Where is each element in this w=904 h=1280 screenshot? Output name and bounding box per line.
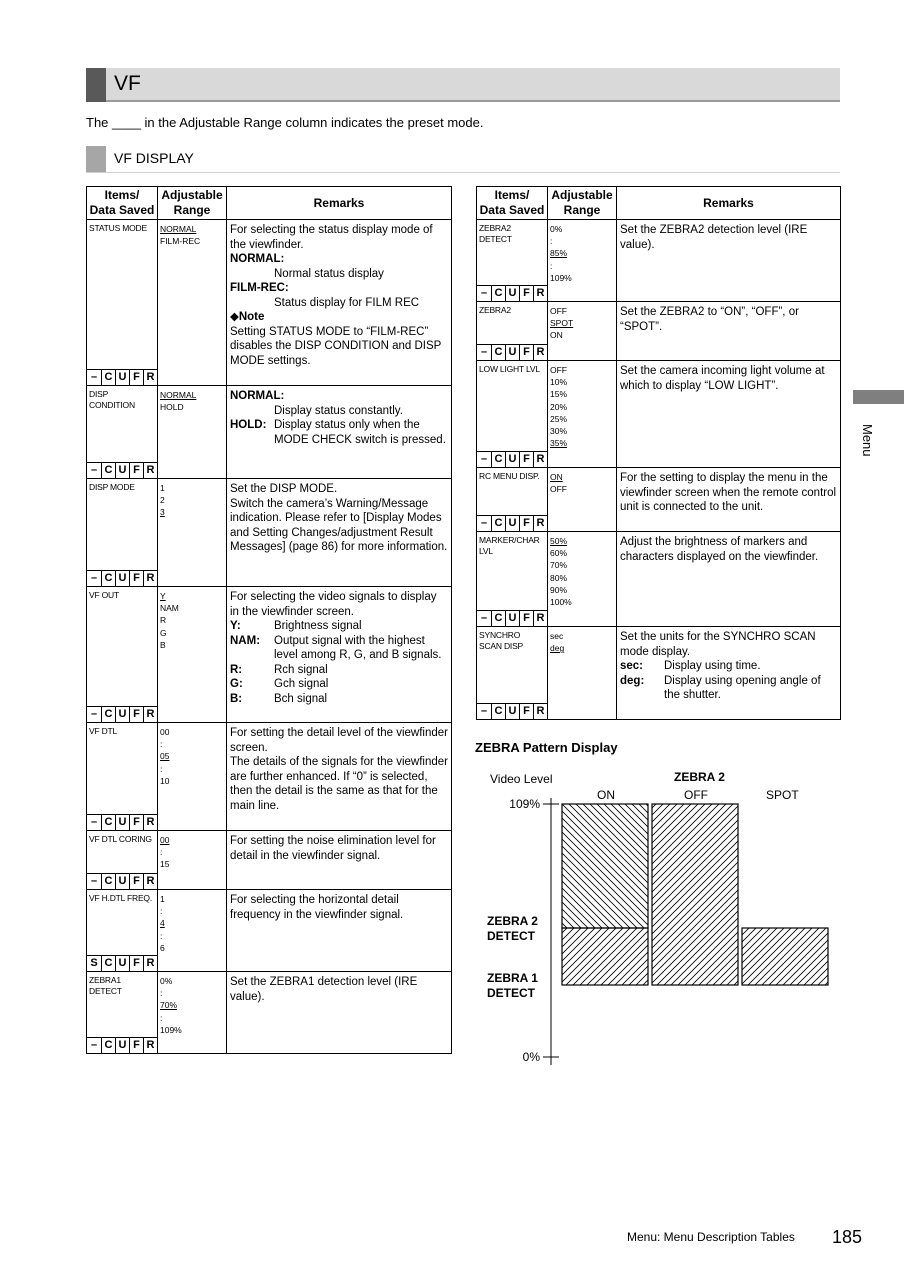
menu-row xyxy=(477,532,841,627)
definition-value: Bch signal xyxy=(274,692,328,705)
range-option: 1 xyxy=(160,483,165,493)
flag: U xyxy=(115,815,129,830)
remark-line: Switch the camera’s Warning/Message indication. Please refer to [Display Modes and Setting Changes/adjustment Result Messages] (page 86) for more information. xyxy=(230,497,448,553)
data-saved-flags xyxy=(477,344,548,360)
flag: – xyxy=(90,875,98,887)
range-option: NAM xyxy=(160,603,179,614)
data-saved-flags xyxy=(87,706,158,722)
remark-line: Set the units for the SYNCHRO SCAN mode display. xyxy=(620,631,816,658)
range-option: 00 xyxy=(160,727,170,737)
remark-line: Set the DISP MODE. xyxy=(230,483,338,495)
flag: R xyxy=(143,956,157,971)
zebra1-detect-label-2: DETECT xyxy=(487,986,535,1000)
data-saved-flags xyxy=(477,515,548,531)
definition-row xyxy=(230,418,448,447)
zebra2-label: ZEBRA 2 xyxy=(674,770,725,784)
item-cell xyxy=(87,890,158,972)
flag: F xyxy=(129,956,143,971)
range-cell xyxy=(548,220,617,302)
menu-table-right xyxy=(476,186,841,720)
item-name: STATUS MODE xyxy=(89,223,147,233)
subsection-title: VF DISPLAY xyxy=(114,150,194,166)
range-option: B xyxy=(160,639,166,650)
flag: F xyxy=(129,707,143,722)
menu-row xyxy=(87,972,452,1054)
range-cell xyxy=(158,220,227,386)
flag: C xyxy=(491,611,505,626)
definition-value: Rch signal xyxy=(274,663,328,676)
zebra-title: ZEBRA Pattern Display xyxy=(475,740,618,755)
range-option: 15 xyxy=(160,859,170,870)
range-option-default: 85% xyxy=(550,248,568,259)
item-cell xyxy=(477,361,548,468)
definition-row xyxy=(230,663,448,678)
range-option-default: NORMAL xyxy=(160,224,197,234)
flag: U xyxy=(115,956,129,971)
flag: U xyxy=(115,874,129,889)
definition-value: Display using opening angle of the shutter. xyxy=(664,674,821,701)
flag: – xyxy=(90,708,98,720)
header-range: Adjustable Range xyxy=(548,187,617,220)
flag: F xyxy=(519,704,533,719)
range-option: : xyxy=(160,739,163,750)
page-number: 185 xyxy=(832,1227,863,1247)
flag: R xyxy=(533,452,547,467)
range-cell xyxy=(158,587,227,723)
flag: C xyxy=(491,286,505,301)
definition-value: Output signal with the highest level among R, G, and B signals. xyxy=(274,634,442,661)
flag: R xyxy=(143,874,157,889)
menu-row xyxy=(87,587,452,723)
remark-line: Setting STATUS MODE to “FILM-REC” disables the DISP CONDITION and DISP MODE settings. xyxy=(230,325,442,367)
header-remarks: Remarks xyxy=(617,187,841,220)
range-option-default: deg xyxy=(550,643,565,654)
menu-row xyxy=(477,361,841,468)
range-option: 10% xyxy=(550,377,568,388)
range-option: : xyxy=(160,847,163,858)
range-cell xyxy=(548,468,617,532)
menu-row xyxy=(477,627,841,720)
flag: C xyxy=(101,1038,115,1053)
range-option: R xyxy=(160,615,167,626)
remarks-cell xyxy=(227,890,452,972)
remark-line: Set the ZEBRA2 detection level (IRE value). xyxy=(620,224,808,251)
spot-zebra-region xyxy=(742,928,828,985)
range-option: : xyxy=(160,763,163,774)
flag: C xyxy=(101,463,115,478)
remark-line: Set the ZEBRA1 detection level (IRE value). xyxy=(230,976,418,1003)
range-option: OFF xyxy=(550,484,567,495)
flag: F xyxy=(519,611,533,626)
on-zebra1-region xyxy=(562,928,648,985)
flag: F xyxy=(129,463,143,478)
data-saved-flags xyxy=(87,369,158,385)
definition-key: deg: xyxy=(620,674,645,687)
range-option-default: 05 xyxy=(160,751,170,762)
mode-on-label: ON xyxy=(597,788,615,802)
flag: F xyxy=(519,286,533,301)
range-option: 20% xyxy=(550,401,568,412)
range-option: HOLD xyxy=(160,402,184,413)
item-name: VF DTL xyxy=(89,726,118,736)
flag: C xyxy=(101,874,115,889)
flag: U xyxy=(505,516,519,531)
remark-line: For the setting to display the menu in the viewfinder screen when the remote control unit is connected to the unit. xyxy=(620,472,837,513)
section-marker xyxy=(86,68,106,102)
range-option: 0% xyxy=(160,976,173,986)
header-range: Adjustable Range xyxy=(158,187,227,220)
range-option: 80% xyxy=(550,572,568,583)
range-option: 100% xyxy=(550,597,572,608)
flag: R xyxy=(533,704,547,719)
item-name: MARKER/CHAR LVL xyxy=(479,535,540,556)
definition-key: HOLD: xyxy=(230,419,267,431)
item-name: VF DTL CORING xyxy=(89,834,152,844)
flag: F xyxy=(519,516,533,531)
range-option: ON xyxy=(550,330,563,341)
flag: R xyxy=(143,370,157,385)
flag: U xyxy=(505,286,519,301)
range-option-default: 70% xyxy=(160,1000,178,1011)
range-option: 2 xyxy=(160,495,165,506)
zebra2-detect-label-1: ZEBRA 2 xyxy=(487,914,538,928)
flag: – xyxy=(480,453,488,465)
range-cell xyxy=(158,479,227,587)
remark-line: ◆Note xyxy=(230,311,265,323)
subsection-header xyxy=(86,146,840,173)
subsection-marker xyxy=(86,146,106,172)
range-cell xyxy=(158,723,227,831)
item-name: DISP CONDITION xyxy=(89,389,135,410)
menu-row xyxy=(477,468,841,532)
range-option: : xyxy=(160,906,163,917)
flag: – xyxy=(90,572,98,584)
item-cell xyxy=(87,972,158,1054)
side-section-label: Menu xyxy=(860,424,875,457)
flag: – xyxy=(90,816,98,828)
flag: R xyxy=(143,707,157,722)
flag: U xyxy=(505,452,519,467)
remark-line: For setting the noise elimination level for detail in the viewfinder signal. xyxy=(230,835,436,862)
flag: – xyxy=(480,346,488,358)
range-option: 15% xyxy=(550,389,568,400)
flag: U xyxy=(505,704,519,719)
range-option: OFF xyxy=(550,365,567,375)
flag: – xyxy=(90,464,98,476)
range-option: G xyxy=(160,627,167,638)
tick-0-label: 0% xyxy=(522,1050,540,1064)
header-items: Items/ Data Saved xyxy=(87,187,158,220)
range-option: 60% xyxy=(550,548,568,559)
range-option-default: 50% xyxy=(550,536,568,546)
flag: U xyxy=(115,463,129,478)
range-option: 1 xyxy=(160,894,165,904)
definition-value: Gch signal xyxy=(274,678,329,690)
item-name: LOW LIGHT LVL xyxy=(479,364,540,374)
range-option: 70% xyxy=(550,560,568,571)
header-items: Items/ Data Saved xyxy=(477,187,548,220)
flag: U xyxy=(115,1038,129,1053)
flag: R xyxy=(533,516,547,531)
definition-value: Display using time. xyxy=(664,660,761,672)
flag: F xyxy=(129,370,143,385)
definition-row xyxy=(230,619,448,634)
intro-text: The ____ in the Adjustable Range column indicates the preset mode. xyxy=(86,115,484,130)
flag: C xyxy=(491,345,505,360)
flag: R xyxy=(533,286,547,301)
flag: U xyxy=(505,611,519,626)
flag: C xyxy=(101,571,115,586)
item-name: ZEBRA2 xyxy=(479,305,511,315)
side-tab-marker xyxy=(853,390,904,404)
flag: C xyxy=(101,370,115,385)
remark-line: Normal status display xyxy=(274,267,384,280)
mode-off-label: OFF xyxy=(684,788,708,802)
remark-line: Set the ZEBRA2 to “ON”, “OFF”, or “SPOT”. xyxy=(620,306,799,333)
flag: F xyxy=(129,874,143,889)
remarks-cell xyxy=(617,220,841,302)
item-name: VF H.DTL FREQ. xyxy=(89,893,153,903)
range-option-default: ON xyxy=(550,472,563,482)
flag: F xyxy=(519,452,533,467)
range-option-default: NORMAL xyxy=(160,390,197,400)
flag: U xyxy=(505,345,519,360)
item-name: ZEBRA2 DETECT xyxy=(479,223,512,244)
remarks-cell xyxy=(617,361,841,468)
item-cell xyxy=(87,479,158,587)
range-option-default: 3 xyxy=(160,507,165,518)
flag: C xyxy=(491,516,505,531)
flag: F xyxy=(129,571,143,586)
definition-value: Display status only when the MODE CHECK switch is pressed. xyxy=(274,419,446,446)
menu-row xyxy=(87,890,452,972)
definition-row xyxy=(230,677,448,692)
range-option: 10 xyxy=(160,775,170,786)
menu-row xyxy=(87,479,452,587)
menu-row xyxy=(87,723,452,831)
definition-key: Y: xyxy=(230,620,241,632)
item-cell xyxy=(87,587,158,723)
definition-row xyxy=(230,634,448,663)
range-option: FILM-REC xyxy=(160,236,201,247)
range-option-default: SPOT xyxy=(550,318,574,329)
remark-line: For selecting the horizontal detail frequency in the viewfinder signal. xyxy=(230,894,404,921)
item-cell xyxy=(477,468,548,532)
header-remarks: Remarks xyxy=(227,187,452,220)
item-cell xyxy=(477,302,548,361)
range-cell xyxy=(158,386,227,479)
section-title: VF xyxy=(114,72,141,95)
flag: F xyxy=(519,345,533,360)
remarks-cell xyxy=(227,723,452,831)
range-option: 109% xyxy=(160,1024,182,1035)
definition-row xyxy=(230,692,448,707)
definition-key: sec: xyxy=(620,660,644,672)
flag: R xyxy=(143,463,157,478)
flag: R xyxy=(143,815,157,830)
remark-line: NORMAL: xyxy=(230,253,285,265)
remarks-cell xyxy=(227,479,452,587)
remark-line: For setting the detail level of the viewfinder screen. xyxy=(230,727,448,754)
item-name: DISP MODE xyxy=(89,482,135,492)
flag: C xyxy=(101,815,115,830)
range-option: 0% xyxy=(550,224,563,234)
flag: – xyxy=(480,612,488,624)
definition-key: B: xyxy=(230,692,243,705)
range-option: 6 xyxy=(160,942,165,953)
range-option-default: 4 xyxy=(160,918,165,929)
range-cell xyxy=(548,361,617,468)
range-option-default: 00 xyxy=(160,835,170,845)
remarks-cell xyxy=(227,972,452,1054)
data-saved-flags xyxy=(87,462,158,478)
item-cell xyxy=(87,831,158,890)
range-cell xyxy=(548,627,617,720)
definition-key: NAM: xyxy=(230,634,261,647)
menu-row xyxy=(87,831,452,890)
remark-line: Set the camera incoming light volume at which to display “LOW LIGHT”. xyxy=(620,365,825,392)
flag: U xyxy=(115,707,129,722)
remarks-cell xyxy=(617,627,841,720)
item-cell xyxy=(477,627,548,720)
range-option: : xyxy=(160,930,163,941)
off-zebra-region xyxy=(652,804,738,985)
remarks-cell xyxy=(617,532,841,627)
range-option: sec xyxy=(550,631,564,641)
flag: F xyxy=(129,815,143,830)
range-option: : xyxy=(550,260,553,271)
data-saved-flags xyxy=(87,955,158,971)
flag: R xyxy=(143,1038,157,1053)
range-cell xyxy=(548,532,617,627)
item-name: SYNCHRO SCAN DISP xyxy=(479,630,524,651)
range-option: : xyxy=(550,236,553,247)
section-header xyxy=(86,68,840,102)
flag: C xyxy=(491,452,505,467)
range-option: : xyxy=(160,988,163,999)
zebra-diagram xyxy=(476,760,846,1070)
remark-line: The details of the signals for the viewfinder are further enhanced. If “0” is selected, then the detail is the same as that for the main line. xyxy=(230,756,448,812)
flag: R xyxy=(533,611,547,626)
data-saved-flags xyxy=(477,285,548,301)
remark-line: Adjust the brightness of markers and characters displayed on the viewfinder. xyxy=(620,536,819,563)
range-cell xyxy=(158,831,227,890)
remarks-cell xyxy=(227,220,452,386)
definition-key: R: xyxy=(230,663,243,676)
remark-line: FILM-REC: xyxy=(230,282,289,294)
range-option: 25% xyxy=(550,413,568,424)
remarks-cell xyxy=(617,468,841,532)
range-option-default: Y xyxy=(160,591,166,601)
data-saved-flags xyxy=(477,703,548,719)
flag: – xyxy=(90,371,98,383)
definition-key: G: xyxy=(230,678,243,690)
flag: C xyxy=(491,704,505,719)
flag: – xyxy=(480,517,488,529)
mode-spot-label: SPOT xyxy=(766,788,799,802)
flag: R xyxy=(143,571,157,586)
range-option-default: 35% xyxy=(550,438,568,449)
flag: U xyxy=(115,571,129,586)
data-saved-flags xyxy=(477,610,548,626)
item-name: ZEBRA1 DETECT xyxy=(89,975,122,996)
data-saved-flags xyxy=(87,1037,158,1053)
range-cell xyxy=(158,972,227,1054)
video-level-label: Video Level xyxy=(490,772,553,786)
flag: – xyxy=(480,287,488,299)
item-name: VF OUT xyxy=(89,590,119,600)
flag: R xyxy=(533,345,547,360)
remarks-cell xyxy=(227,386,452,479)
data-saved-flags xyxy=(87,814,158,830)
remarks-cell xyxy=(227,831,452,890)
remarks-cell xyxy=(617,302,841,361)
range-option: OFF xyxy=(550,306,567,316)
data-saved-flags xyxy=(477,451,548,467)
range-option: 30% xyxy=(550,426,568,437)
footer-text: Menu: Menu Description Tables xyxy=(627,1230,795,1244)
item-cell xyxy=(87,723,158,831)
menu-row xyxy=(87,386,452,479)
flag: – xyxy=(90,1039,98,1051)
range-cell xyxy=(158,890,227,972)
item-cell xyxy=(477,220,548,302)
flag: C xyxy=(101,956,115,971)
remark-line: For selecting the status display mode of the viewfinder. xyxy=(230,224,433,251)
zebra2-detect-label-2: DETECT xyxy=(487,929,535,943)
range-option: : xyxy=(160,1012,163,1023)
menu-row xyxy=(87,220,452,386)
item-cell xyxy=(87,386,158,479)
definition-row xyxy=(620,659,837,674)
flag: S xyxy=(90,957,98,969)
definition-value: Brightness signal xyxy=(274,620,362,632)
item-name: RC MENU DISP. xyxy=(479,471,540,481)
range-option: 90% xyxy=(550,584,568,595)
menu-row xyxy=(477,302,841,361)
range-option: 109% xyxy=(550,272,572,283)
item-cell xyxy=(87,220,158,386)
remark-line: Status display for FILM REC xyxy=(274,296,420,309)
flag: – xyxy=(480,705,488,717)
flag: C xyxy=(101,707,115,722)
data-saved-flags xyxy=(87,570,158,586)
range-cell xyxy=(548,302,617,361)
on-zebra2-region xyxy=(562,804,648,928)
remark-line: Display status constantly. xyxy=(274,404,403,417)
remark-line: For selecting the video signals to display in the viewfinder screen. xyxy=(230,591,437,618)
remarks-cell xyxy=(227,587,452,723)
data-saved-flags xyxy=(87,873,158,889)
remark-line: NORMAL: xyxy=(230,390,285,402)
item-cell xyxy=(477,532,548,627)
definition-row xyxy=(620,674,837,703)
flag: F xyxy=(129,1038,143,1053)
menu-table-left xyxy=(86,186,452,1054)
tick-109-label: 109% xyxy=(509,797,540,811)
menu-row xyxy=(477,220,841,302)
zebra1-detect-label-1: ZEBRA 1 xyxy=(487,971,538,985)
flag: U xyxy=(115,370,129,385)
